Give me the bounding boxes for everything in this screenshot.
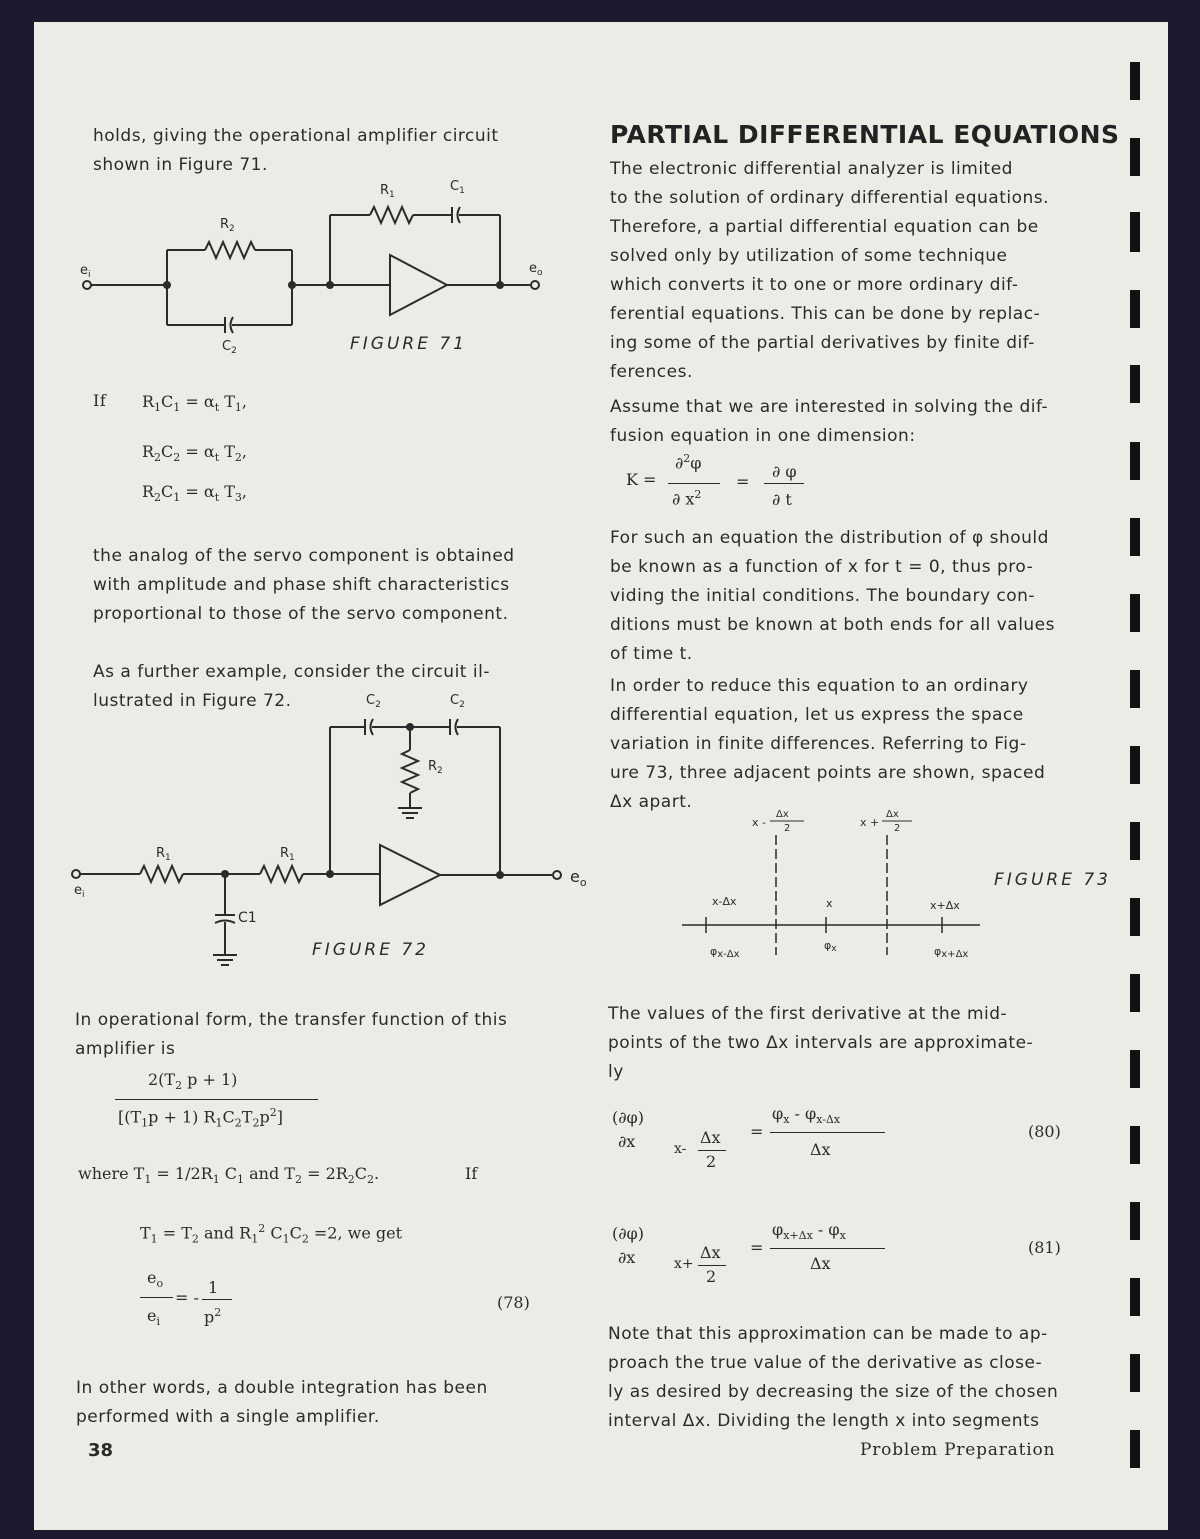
diffusion-den1: ∂ $x^2$ — [672, 488, 702, 509]
c2b-label: $C_2$ — [450, 693, 465, 710]
midpoint-paragraph — [608, 1000, 1033, 1087]
text-line: to the solution of ordinary differential equations. — [610, 188, 1050, 208]
text-line: For such an equation the distribution of φ should — [610, 528, 1049, 548]
eq81-equals: = — [750, 1238, 764, 1257]
binding-hole — [1130, 1126, 1140, 1164]
text-line: fusion equation in one dimension: — [610, 426, 916, 446]
half-denominator: 2 — [784, 823, 791, 834]
text-line: be known as a function of x for t = 0, thus pro- — [610, 557, 1034, 577]
eq80-lhs-numerator: (∂φ) — [612, 1108, 644, 1127]
c2a-label: $C_2$ — [366, 693, 381, 710]
half-denominator: 2 — [894, 823, 901, 834]
binding-hole — [1130, 518, 1140, 556]
text-line: ferential equations. This can be done by replac- — [610, 304, 1041, 324]
eq78-equals: = - — [175, 1288, 199, 1307]
condition-line: $T_1 = T_2$ and $R_1^2$ $C_1C_2 =2$, we get — [140, 1222, 403, 1246]
x-minus-dx-label: x-Δx — [712, 895, 737, 908]
r1a-label: $R_1$ — [156, 846, 171, 863]
text-line: ing some of the partial derivatives by finite dif- — [610, 333, 1035, 353]
equation-number-81: (81) — [1028, 1238, 1061, 1257]
text-line: shown in Figure 71. — [93, 155, 268, 175]
binding-hole — [1130, 974, 1140, 1012]
eq81-lhs-denominator: ∂x — [618, 1248, 636, 1267]
section-footer: Problem Preparation — [860, 1440, 1056, 1460]
condition-2: $R_2C_2 = \alpha_t$ $T_2$, — [142, 442, 247, 465]
where-if: If — [465, 1164, 478, 1183]
eq80-rhs-denominator: Δx — [810, 1140, 831, 1159]
eq81-rhs-numerator: $\varphi_{x+\Delta x} - \varphi_x$ — [772, 1220, 846, 1243]
binding-hole — [1130, 1430, 1140, 1468]
text-line: The values of the first derivative at the mid- — [608, 1004, 1008, 1024]
eq81-subscript: x+ — [674, 1256, 694, 1272]
binding-hole — [1130, 670, 1140, 708]
fraction-bar — [770, 1248, 885, 1249]
fraction-bar — [115, 1099, 318, 1100]
reduce-paragraph — [610, 672, 1045, 817]
eq78-rhs-denominator: $p^2$ — [204, 1306, 222, 1327]
diffusion-num1: ∂$^2$φ — [675, 452, 702, 473]
binding-hole — [1130, 62, 1140, 100]
text-line: holds, giving the operational amplifier circuit — [93, 126, 499, 146]
binding-hole — [1130, 442, 1140, 480]
text-line: Therefore, a partial differential equation can be — [610, 217, 1039, 237]
assume-paragraph — [610, 393, 1048, 451]
eq81-subscript-denominator: 2 — [706, 1267, 717, 1286]
ei-label: $e_i$ — [74, 883, 85, 900]
fraction-bar — [698, 1265, 726, 1266]
phi-mid-label: φx — [824, 939, 837, 954]
binding-hole — [1130, 1050, 1140, 1088]
fraction-bar — [770, 1132, 885, 1133]
text-line: interval Δx. Dividing the length x into segments — [608, 1411, 1040, 1431]
r2-label: $R_2$ — [428, 759, 443, 776]
condition-3: $R_2C_1 = \alpha_t$ $T_3$, — [142, 482, 247, 505]
text-line: Assume that we are interested in solving the dif- — [610, 397, 1049, 417]
eo-label: $e_o$ — [529, 261, 543, 278]
c1-label: $C_1$ — [450, 179, 465, 196]
eq80-subscript-denominator: 2 — [706, 1152, 717, 1171]
text-line: differential equation, let us express the space — [610, 705, 1024, 725]
text-line: performed with a single amplifier. — [76, 1407, 380, 1427]
binding-hole — [1130, 822, 1140, 860]
c2-label: $C_2$ — [222, 339, 237, 356]
condition-1: $R_1C_1 = \alpha_t$ $T_1$, — [142, 392, 247, 415]
text-line: variation in finite differences. Referring to Fig- — [610, 734, 1027, 754]
eq80-subscript-numerator: Δx — [700, 1128, 721, 1147]
eq78-numerator: $e_o$ — [147, 1268, 164, 1291]
fraction-bar — [668, 483, 720, 484]
text-line: ly as desired by decreasing the size of the chosen — [608, 1382, 1059, 1402]
diffusion-num2: ∂ φ — [772, 462, 797, 481]
text-line: amplifier is — [75, 1039, 176, 1059]
r2-label: $R_2$ — [220, 217, 235, 234]
figure73-diagram — [672, 805, 992, 965]
c1-label: C1 — [238, 910, 257, 926]
eq78-denominator: $e_i$ — [147, 1306, 160, 1329]
text-line: As a further example, consider the circuit il- — [93, 662, 490, 682]
text-line: ure 73, three adjacent points are shown, spaced — [610, 763, 1046, 783]
figure71-caption: FIGURE 71 — [350, 334, 467, 354]
fraction-bar — [764, 483, 804, 484]
text-line: ferences. — [610, 362, 693, 382]
text-line: proach the true value of the derivative as close- — [608, 1353, 1043, 1373]
conclusion-paragraph — [76, 1374, 488, 1432]
eq80-lhs-denominator: ∂x — [618, 1132, 636, 1151]
text-line: Δx apart. — [610, 792, 693, 812]
operational-paragraph — [75, 1006, 507, 1064]
binding-hole — [1130, 290, 1140, 328]
binding-hole — [1130, 1354, 1140, 1392]
eq81-lhs-numerator: (∂φ) — [612, 1224, 644, 1243]
fraction-bar — [202, 1299, 232, 1300]
half-numerator: Δx — [886, 809, 899, 820]
figure71-circuit — [70, 170, 560, 356]
transfer-numerator: $2(T_2$ p + 1) — [148, 1070, 238, 1093]
text-line: solved only by utilization of some technique — [610, 246, 1008, 266]
text-line: points of the two Δx intervals are approximate- — [608, 1033, 1034, 1053]
phi-minus-label: φx-Δx — [710, 945, 740, 960]
eq80-equals: = — [750, 1122, 764, 1141]
servo-paragraph — [93, 542, 515, 629]
text-line: lustrated in Figure 72. — [93, 691, 292, 711]
binding-hole — [1130, 212, 1140, 252]
text-line: the analog of the servo component is obtained — [93, 546, 515, 566]
figure72-caption: FIGURE 72 — [312, 940, 429, 960]
text-line: viding the initial conditions. The boundary con- — [610, 586, 1036, 606]
eo-label: $e_o$ — [570, 867, 587, 889]
binding-hole — [1130, 594, 1140, 632]
binding-hole — [1130, 138, 1140, 176]
eq80-rhs-numerator: $\varphi_x - \varphi_{x-\Delta x}$ — [772, 1104, 841, 1127]
binding-hole — [1130, 898, 1140, 936]
x-label: x — [826, 897, 833, 910]
text-line: ly — [608, 1062, 624, 1082]
eq78-rhs-numerator: 1 — [208, 1278, 219, 1297]
text-line: proportional to those of the servo component. — [93, 604, 509, 624]
equation-number-78: (78) — [497, 1293, 530, 1312]
section-heading: PARTIAL DIFFERENTIAL EQUATIONS — [610, 120, 1120, 149]
text-line: with amplitude and phase shift characteristics — [93, 575, 510, 595]
transfer-denominator: [$(T_1p + 1)$ $R_1C_2T_2p^2$] — [118, 1106, 283, 1130]
r1b-label: $R_1$ — [280, 846, 295, 863]
binding-hole — [1130, 365, 1140, 403]
text-line: In operational form, the transfer function of this — [75, 1010, 508, 1030]
distribution-paragraph — [610, 524, 1055, 669]
text-line: The electronic differential analyzer is limited — [610, 159, 1013, 179]
if-word: If — [93, 391, 107, 410]
text-line: ditions must be known at both ends for all values — [610, 615, 1056, 635]
binding-hole — [1130, 746, 1140, 784]
page-number: 38 — [88, 1440, 114, 1461]
eq81-subscript-numerator: Δx — [700, 1243, 721, 1262]
eq81-rhs-denominator: Δx — [810, 1254, 831, 1273]
binding-hole — [1130, 1278, 1140, 1316]
figure73-caption: FIGURE 73 — [994, 870, 1111, 890]
eq80-subscript: x- — [674, 1141, 687, 1157]
binding-hole — [1130, 1202, 1140, 1240]
r1-label: $R_1$ — [380, 183, 395, 200]
x-minus-half-label: x - — [752, 816, 766, 829]
text-line: which converts it to one or more ordinary dif- — [610, 275, 1019, 295]
text-line: In order to reduce this equation to an ordinary — [610, 676, 1029, 696]
where-line: where $T_1 = 1/2R_1$ $C_1$ and $T_2 = 2R_2C_2$. — [78, 1164, 380, 1187]
phi-plus-label: φx+Δx — [934, 945, 969, 960]
ei-label: $e_i$ — [80, 263, 91, 280]
text-line: In other words, a double integration has been — [76, 1378, 488, 1398]
diffusion-equals: = — [736, 472, 750, 491]
fraction-bar — [698, 1150, 726, 1151]
diffusion-k: K = — [626, 470, 657, 489]
x-plus-dx-label: x+Δx — [930, 899, 960, 912]
x-plus-half-label: x + — [860, 816, 880, 829]
text-line: Note that this approximation can be made to ap- — [608, 1324, 1048, 1344]
approximation-paragraph — [608, 1320, 1058, 1436]
equation-number-80: (80) — [1028, 1122, 1061, 1141]
half-numerator: Δx — [776, 809, 789, 820]
fraction-bar — [140, 1297, 173, 1298]
intro-paragraph — [610, 155, 1049, 387]
diffusion-den2: ∂ t — [772, 490, 792, 509]
text-line: of time t. — [610, 644, 693, 664]
